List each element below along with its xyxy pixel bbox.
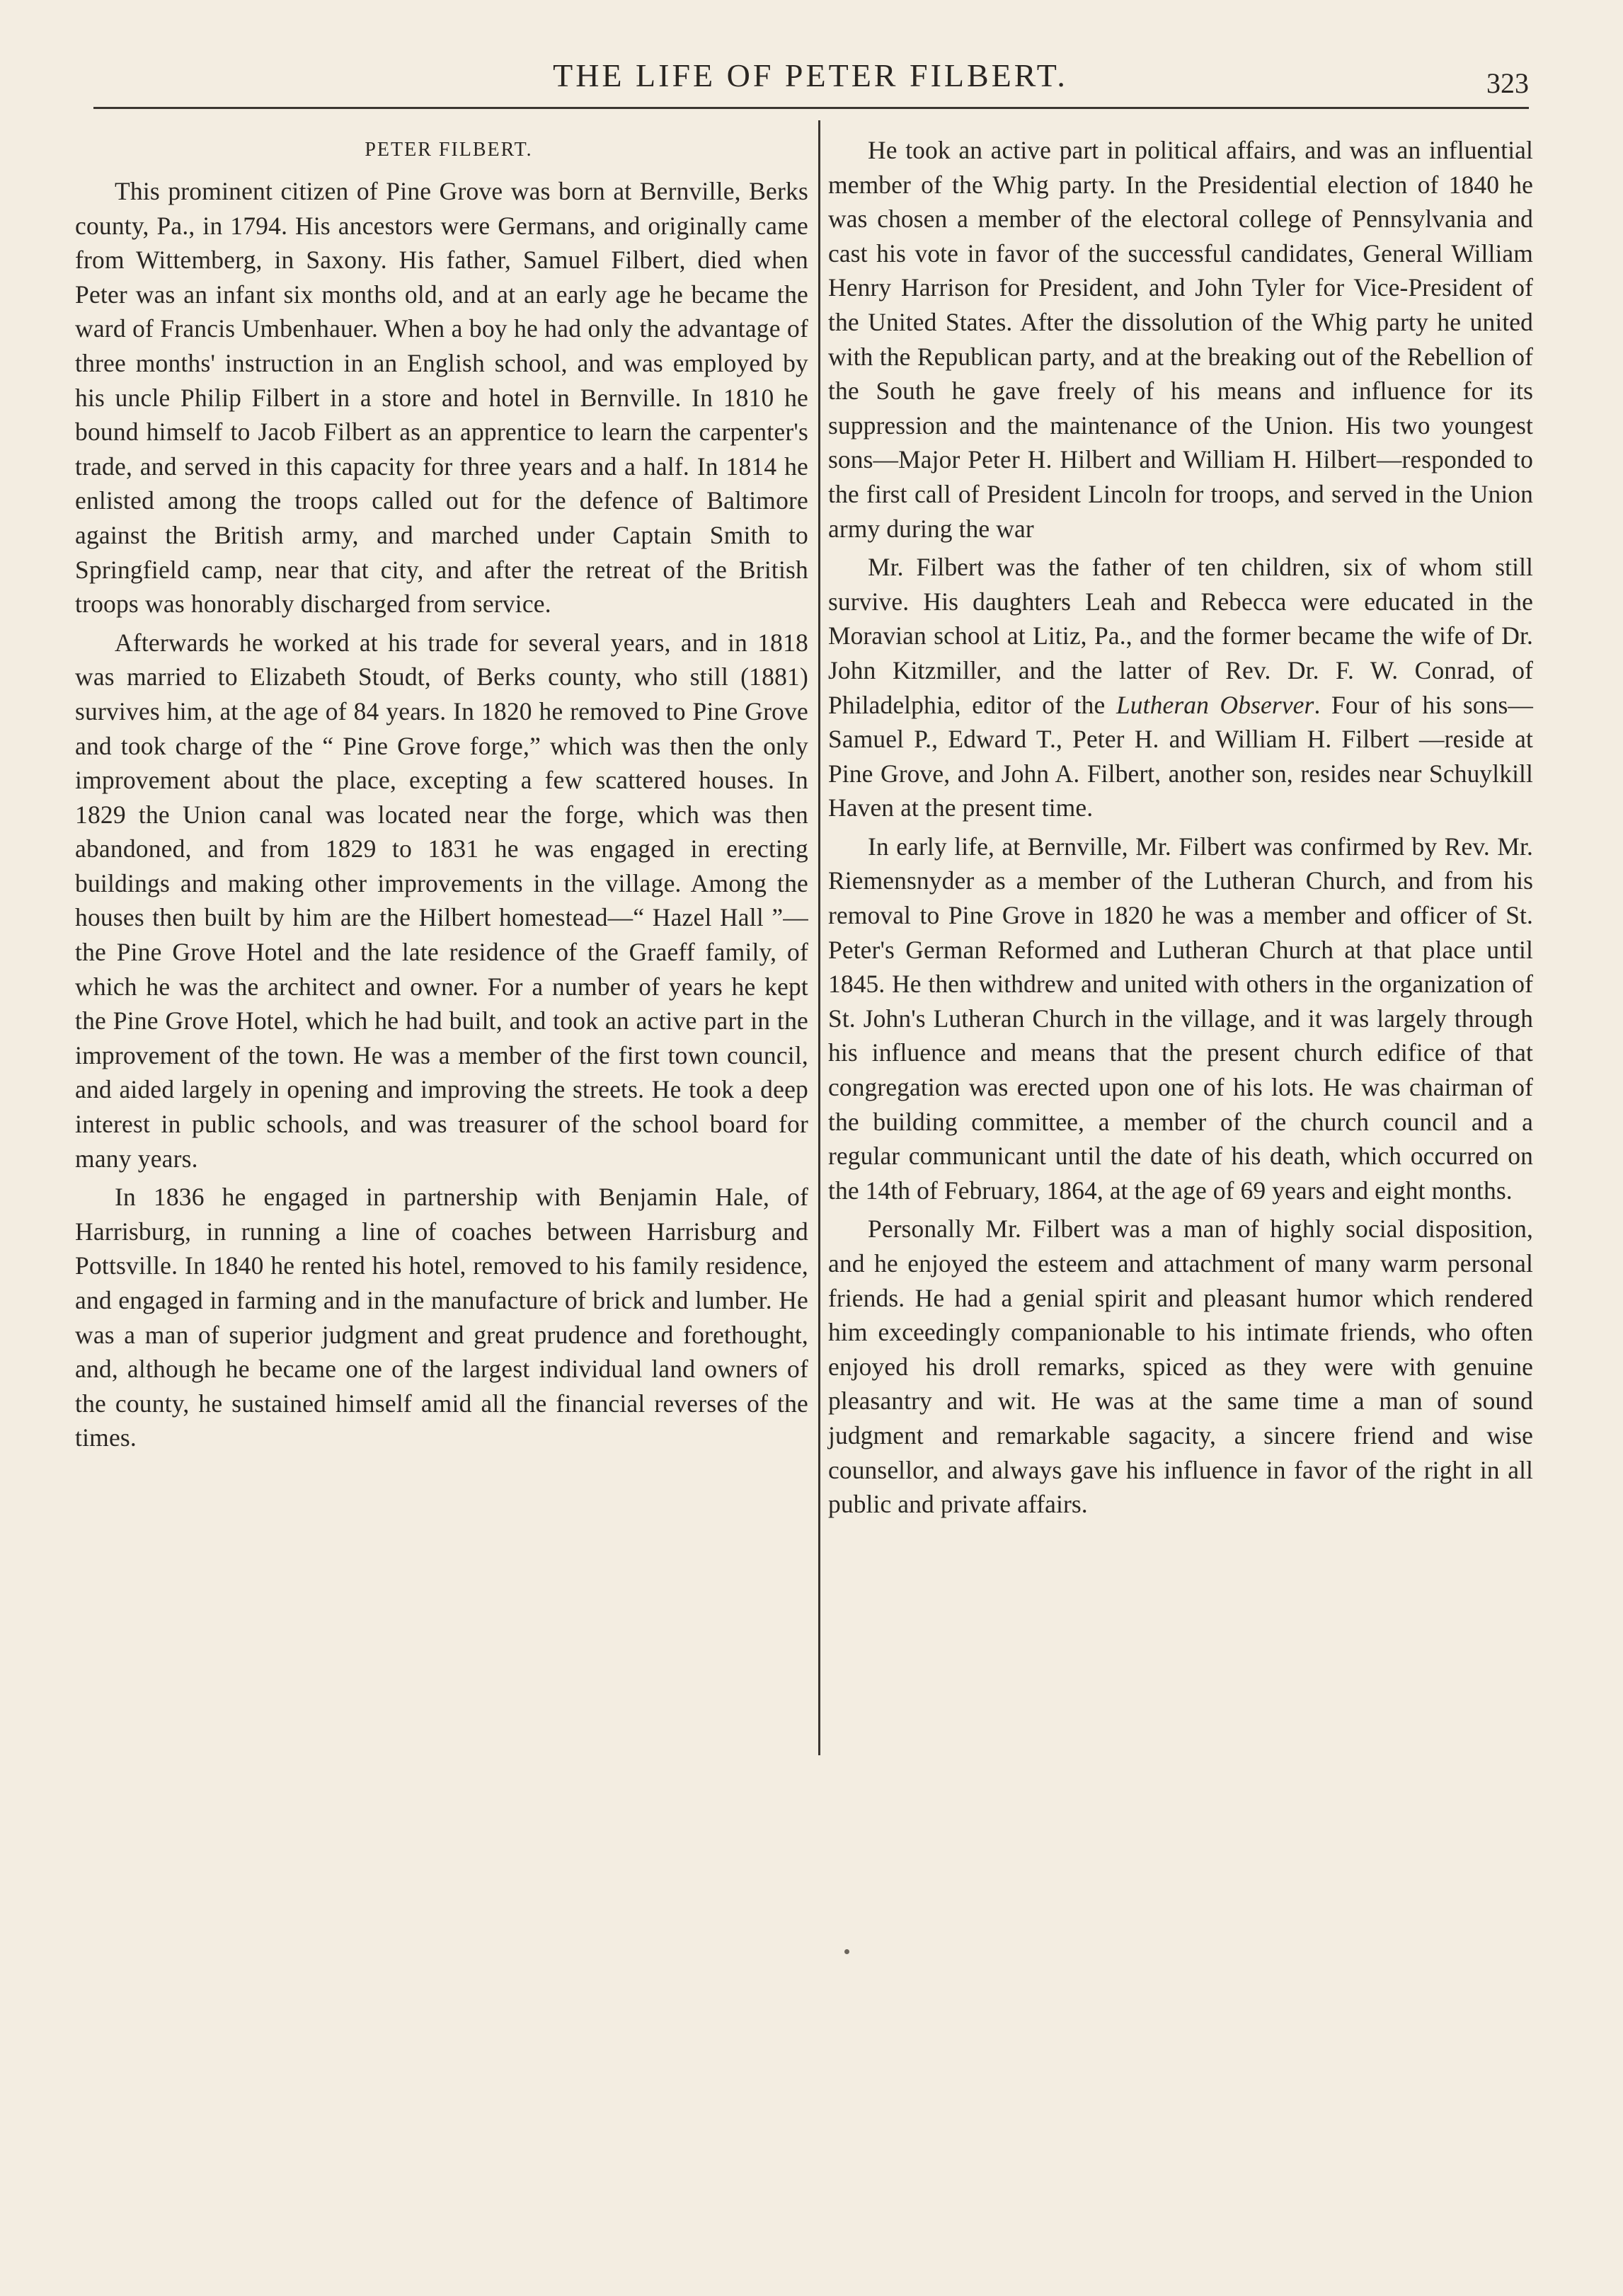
running-head: THE LIFE OF PETER FILBERT. [553,57,1068,93]
paragraph: Mr. Filbert was the father of ten children, six of whom still survive. His daughters Leah and Rebecca were educated in the Moravian school at Litiz, Pa., and the former became the wife of Dr. John Kitzmiller, and the latter of Rev. Dr. F. W. Conrad, of Philadelphia, editor of the Lutheran Observer. Four of his sons—Samuel P., Edward T., Peter H. and William H. Filbert —reside at Pine Grove, and John A. Filbert, another son, resides near Schuylkill Haven at the present time. [828,553,1533,822]
publication-title: Lutheran Observer [1116,690,1314,719]
paragraph: Personally Mr. Filbert was a man of highly social disposition, and he enjoyed the esteem and attachment of many warm personal friends. He had a genial spirit and pleasant humor which rendered him exceedingly companionable to his intimate friends, who often enjoyed his droll remarks, spiced as they were with genuine pleasantry and wit. He was at the same time a man of sound judgment and remarkable sagacity, a sincere friend and wise counsellor, and always gave his influence in favor of the right in all public and private affairs. [828,1215,1533,1519]
paragraph: He took an active part in political affairs, and was an influential member of the Whig party. In the Presidential election of 1840 he was chosen a member of the electoral college of Pennsylvania and cast his vote in favor of the successful candidates, General William Henry Harrison for President, and John Tyler for Vice-President of the United States. After the dissolution of the Whig party he united with the Republican party, and at the breaking out of the Rebellion of the South he gave freely of his means and influence for its suppression and the maintenance of the Union. His two youngest sons—Major Peter H. Hilbert and William H. Hilbert—responded to the first call of President Lincoln for troops, and served in the Union army during the war [828,136,1533,543]
article-title: PETER FILBERT. [365,139,533,161]
paragraph: In 1836 he engaged in partnership with Benjamin Hale, of Harrisburg, in running a line of coaches between Harrisburg and Pottsville. In 1840 he rented his hotel, removed to his family residence, and engaged in farming and in the manufacture of brick and lumber. He was a man of superior judgment and great prudence and forethought, and, although he became one of the largest individual land owners of the county, he sustained himself amid all the financial reverses of the times. [75,1183,808,1452]
page-header [92,51,1529,108]
paragraph: This prominent citizen of Pine Grove was born at Bernville, Berks county, Pa., in 1794. His ancestors were Germans, and originally came from Wittemberg, in Saxony. His father, Samuel Filbert, died when Peter was an infant six months old, and at an early age he became the ward of Francis Umbenhauer. When a boy he had only the advantage of three months' instruction in an English school, and was employed by his uncle Philip Filbert in a store and hotel in Bernville. In 1810 he bound himself to Jacob Filbert as an apprentice to learn the carpenter's trade, and served in this capacity for three years and a half. In 1814 he enlisted among the troops called out for the defence of Baltimore against the British army, and marched under Captain Smith to Springfield camp, near that city, and after the retreat of the British troops was honorably discharged from service. [75,177,808,619]
header-rule [93,107,1529,109]
paragraph: Afterwards he worked at his trade for several years, and in 1818 was married to Elizabeth Stoudt, of Berks county, who still (1881) survives him, at the age of 84 years. In 1820 he removed to Pine Grove and took charge of the “ Pine Grove forge,” which was then the only improvement about the place, excepting a few scattered houses. In 1829 the Union canal was located near the forge, which was then abandoned, and from 1829 to 1831 he was engaged in erecting buildings and making other improvements in the village. Among the houses then built by him are the Hilbert homestead—“ Hazel Hall ”—the Pine Grove Hotel and the late residence of the Graeff family, of which he was the architect and owner. For a number of years he kept the Pine Grove Hotel, which he had built, and took an active part in the improvement of the town. He was a member of the first town council, and aided largely in opening and improving the streets. He took a deep interest in public schools, and was treasurer of the school board for many years. [75,628,808,1173]
left-column [75,133,808,1459]
right-column [828,133,1533,1526]
paragraph: In early life, at Bernville, Mr. Filbert was confirmed by Rev. Mr. Riemensnyder as a member of the Lutheran Church, and from his removal to Pine Grove in 1820 he was a member and officer of St. Peter's German Reformed and Lutheran Church at that place until 1845. He then withdrew and united with others in the organization of St. John's Lutheran Church in the village, and it was largely through his influence and means that the present church edifice of that congregation was erected upon one of his lots. He was chairman of the building committee, a member of the church council and a regular communicant until the date of his death, which occurred on the 14th of February, 1864, at the age of 69 years and eight months. [828,832,1533,1205]
page-number: 323 [1486,67,1529,99]
column-divider [818,120,820,1755]
printer-mark [844,1949,849,1954]
